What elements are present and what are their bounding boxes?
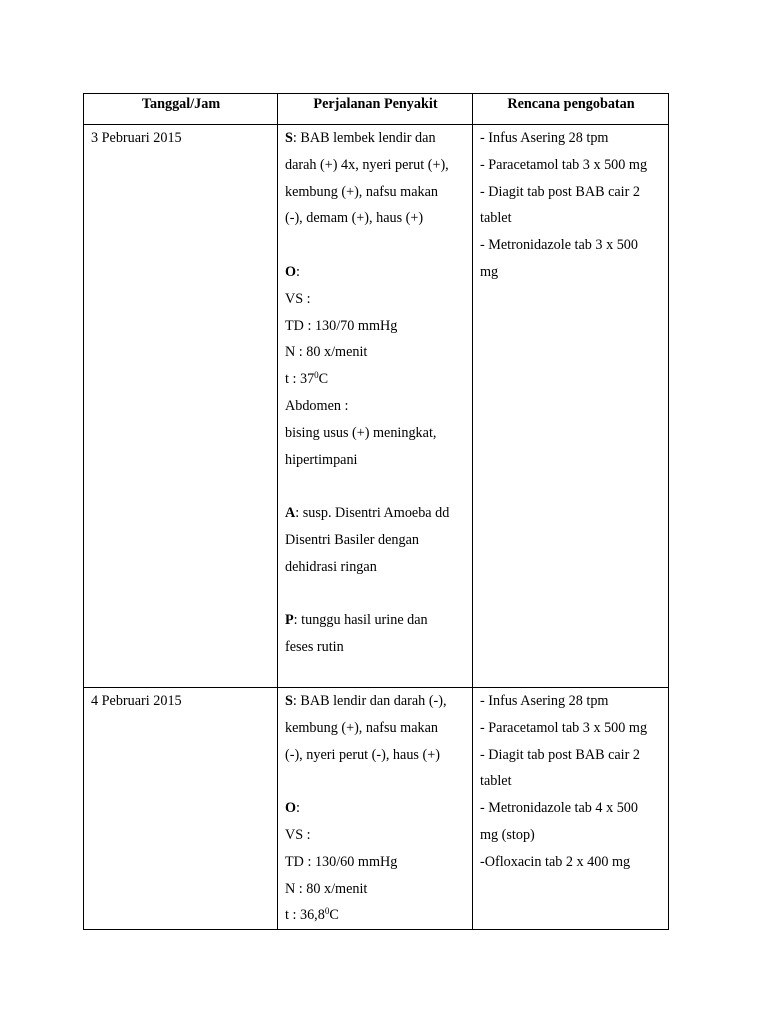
date-text: 4 Pebruari 2015 [91,693,182,709]
p-label: P [285,612,294,629]
spacer [285,232,466,259]
treatment-item: tablet [480,773,512,790]
abdomen-line: bising usus (+) meningkat, [285,424,437,441]
objective-line: O: [285,800,300,817]
header-date: Tanggal/Jam [84,94,278,125]
treatment-item: mg (stop) [480,826,535,843]
a-label: A [285,505,296,522]
pulse: N : 80 x/menit [285,880,368,897]
subjective-line: (-), demam (+), haus (+) [285,210,424,227]
subjective-line: S: BAB lendir dan darah (-), [285,693,447,709]
treatment-item: - Diagit tab post BAB cair 2 [480,746,640,763]
treatment-item: tablet [480,210,512,227]
assessment-line: A: susp. Disentri Amoeba dd [285,505,450,522]
s-label: S [285,130,293,146]
date-cell [84,688,278,930]
o-label: O [285,800,297,817]
treatment-cell [473,688,669,930]
date-cell [84,125,278,688]
subjective-line: darah (+) 4x, nyeri perut (+), [285,156,449,173]
treatment-item: - Paracetamol tab 3 x 500 mg [480,719,648,736]
treatment-item: mg [480,263,499,280]
o-label: O [285,263,297,280]
s-label: S [285,693,293,709]
progress-cell [278,125,473,688]
assessment-line: dehidrasi ringan [285,558,377,575]
plan-line: feses rutin [285,639,344,656]
objective-line: O: [285,263,300,280]
subjective-line: (-), nyeri perut (-), haus (+) [285,746,440,763]
treatment-item: - Metronidazole tab 3 x 500 [480,237,638,254]
assessment-line: Disentri Basiler dengan [285,531,419,548]
treatment-item: - Metronidazole tab 4 x 500 [480,800,638,817]
spacer [285,581,466,608]
progress-cell [278,688,473,930]
spacer [285,768,466,795]
treatment-cell [473,125,669,688]
patient-progress-table [83,93,669,930]
treatment-item: - Infus Asering 28 tpm [480,130,609,146]
temperature: t : $37^0C$ [285,370,329,388]
treatment-item: - Diagit tab post BAB cair 2 [480,183,640,200]
table-header-row [84,94,669,125]
spacer [285,473,466,500]
subjective-line: kembung (+), nafsu makan [285,719,438,736]
subjective-line: S: BAB lembek lendir dan [285,130,436,146]
treatment-item: - Paracetamol tab 3 x 500 mg [480,156,648,173]
table-row [84,688,669,930]
abdomen-line: hipertimpani [285,451,358,468]
subjective-text: BAB lembek lendir dan [300,130,436,146]
treatment-item: - Infus Asering 28 tpm [480,693,609,709]
header-treatment: Rencana pengobatan [473,94,669,125]
treatment-item: -Ofloxacin tab 2 x 400 mg [480,853,631,870]
vital-signs-label: VS : [285,290,311,307]
subjective-line: kembung (+), nafsu makan [285,183,438,200]
blood-pressure: TD : 130/70 mmHg [285,317,398,334]
temperature: t : 36,8$^0$C [285,906,339,924]
abdomen-label: Abdomen : [285,397,349,414]
vital-signs-label: VS : [285,826,311,843]
plan-line: P: tunggu hasil urine dan [285,612,428,629]
table-row [84,125,669,688]
header-progress: Perjalanan Penyakit [278,94,473,125]
pulse: N : 80 x/menit [285,344,368,361]
blood-pressure: TD : 130/60 mmHg [285,853,398,870]
date-text: 3 Pebruari 2015 [91,130,182,146]
